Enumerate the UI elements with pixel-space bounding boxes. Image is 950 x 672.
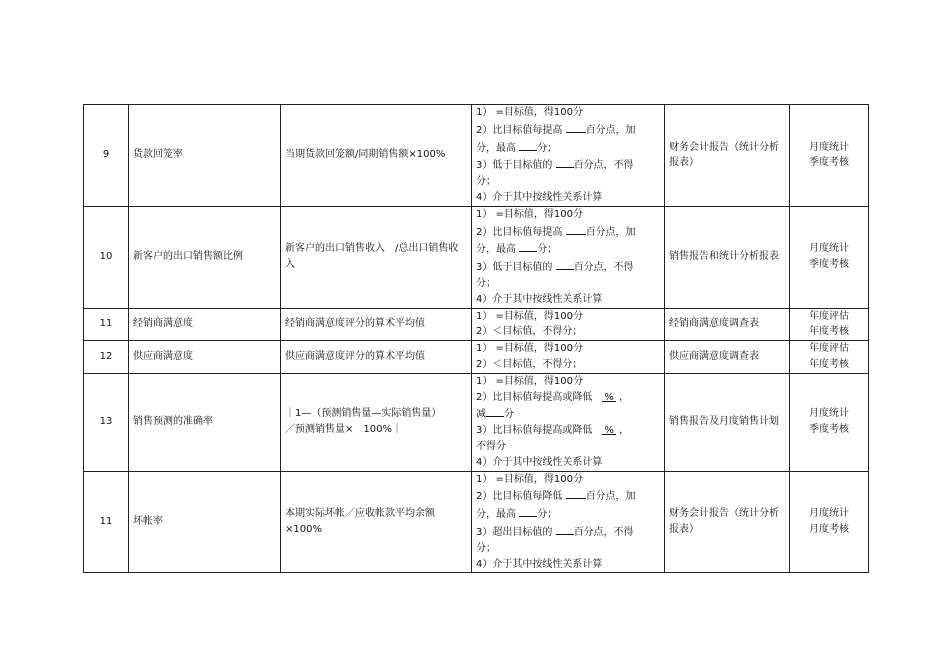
row-number: 10 — [84, 206, 129, 308]
indicator-formula: 供应商满意度评分的算术平均值 — [281, 341, 472, 374]
row-number: 9 — [84, 105, 129, 207]
table-row — [84, 105, 869, 207]
table-row — [84, 373, 869, 471]
table-row — [84, 471, 869, 573]
indicator-formula: ｜1—（预测销售量—实际销售量） ／预测销售量× 100%｜ — [281, 373, 472, 471]
scoring-standard: 1） =目标值，得100分 2）比目标值每提高 百分点，加 分，最高 分； 3）低于目标值的 百分点，不得 分； 4）介于其中按线性关系计算 — [472, 206, 665, 308]
kpi-table — [83, 104, 869, 573]
data-source: 销售报告和统计分析报表 — [665, 206, 790, 308]
data-source: 财务会计报告（统计分析报表） — [665, 105, 790, 207]
row-number: 12 — [84, 341, 129, 374]
indicator-name: 销售预测的准确率 — [129, 373, 281, 471]
evaluation-period: 年度评估 年度考核 — [790, 308, 869, 341]
indicator-formula: 当期货款回笼额/同期销售额×100% — [281, 105, 472, 207]
table-row — [84, 308, 869, 341]
evaluation-period: 月度统计 季度考核 — [790, 206, 869, 308]
indicator-name: 坏帐率 — [129, 471, 281, 573]
data-source: 销售报告及月度销售计划 — [665, 373, 790, 471]
data-source: 供应商满意度调查表 — [665, 341, 790, 374]
scoring-standard: 1） =目标值，得100分 2）比目标值每提高或降低 % ， 减 分 3）比目标值每提高或降低 % ， 不得分 4）介于其中按线性关系计算 — [472, 373, 665, 471]
row-number: 11 — [84, 471, 129, 573]
scoring-standard: 1） =目标值，得100分 2）＜目标值，不得分； — [472, 341, 665, 374]
row-number: 11 — [84, 308, 129, 341]
table-row — [84, 341, 869, 374]
row-number: 13 — [84, 373, 129, 471]
indicator-name: 货款回笼率 — [129, 105, 281, 207]
evaluation-period: 月度统计 季度考核 — [790, 373, 869, 471]
indicator-formula: 经销商满意度评分的算术平均值 — [281, 308, 472, 341]
scoring-standard: 1） =目标值，得100分 2）比目标值每提高 百分点，加 分，最高 分； 3）低于目标值的 百分点，不得 分； 4）介于其中按线性关系计算 — [472, 105, 665, 207]
scoring-standard: 1） =目标值，得100分 2）比目标值每降低 百分点，加 分，最高 分； 3）超出目标值的 百分点，不得 分； 4）介于其中按线性关系计算 — [472, 471, 665, 573]
indicator-formula: 新客户的出口销售收入 /总出口销售收入 — [281, 206, 472, 308]
data-source: 财务会计报告（统计分析报表） — [665, 471, 790, 573]
indicator-name: 供应商满意度 — [129, 341, 281, 374]
data-source: 经销商满意度调查表 — [665, 308, 790, 341]
scoring-standard: 1） =目标值，得100分 2）＜目标值，不得分； — [472, 308, 665, 341]
indicator-name: 新客户的出口销售额比例 — [129, 206, 281, 308]
evaluation-period: 月度统计 月度考核 — [790, 471, 869, 573]
indicator-formula: 本期实际坏帐／应收帐款平均余额×100% — [281, 471, 472, 573]
indicator-name: 经销商满意度 — [129, 308, 281, 341]
evaluation-period: 年度评估 年度考核 — [790, 341, 869, 374]
table-row — [84, 206, 869, 308]
evaluation-period: 月度统计 季度考核 — [790, 105, 869, 207]
